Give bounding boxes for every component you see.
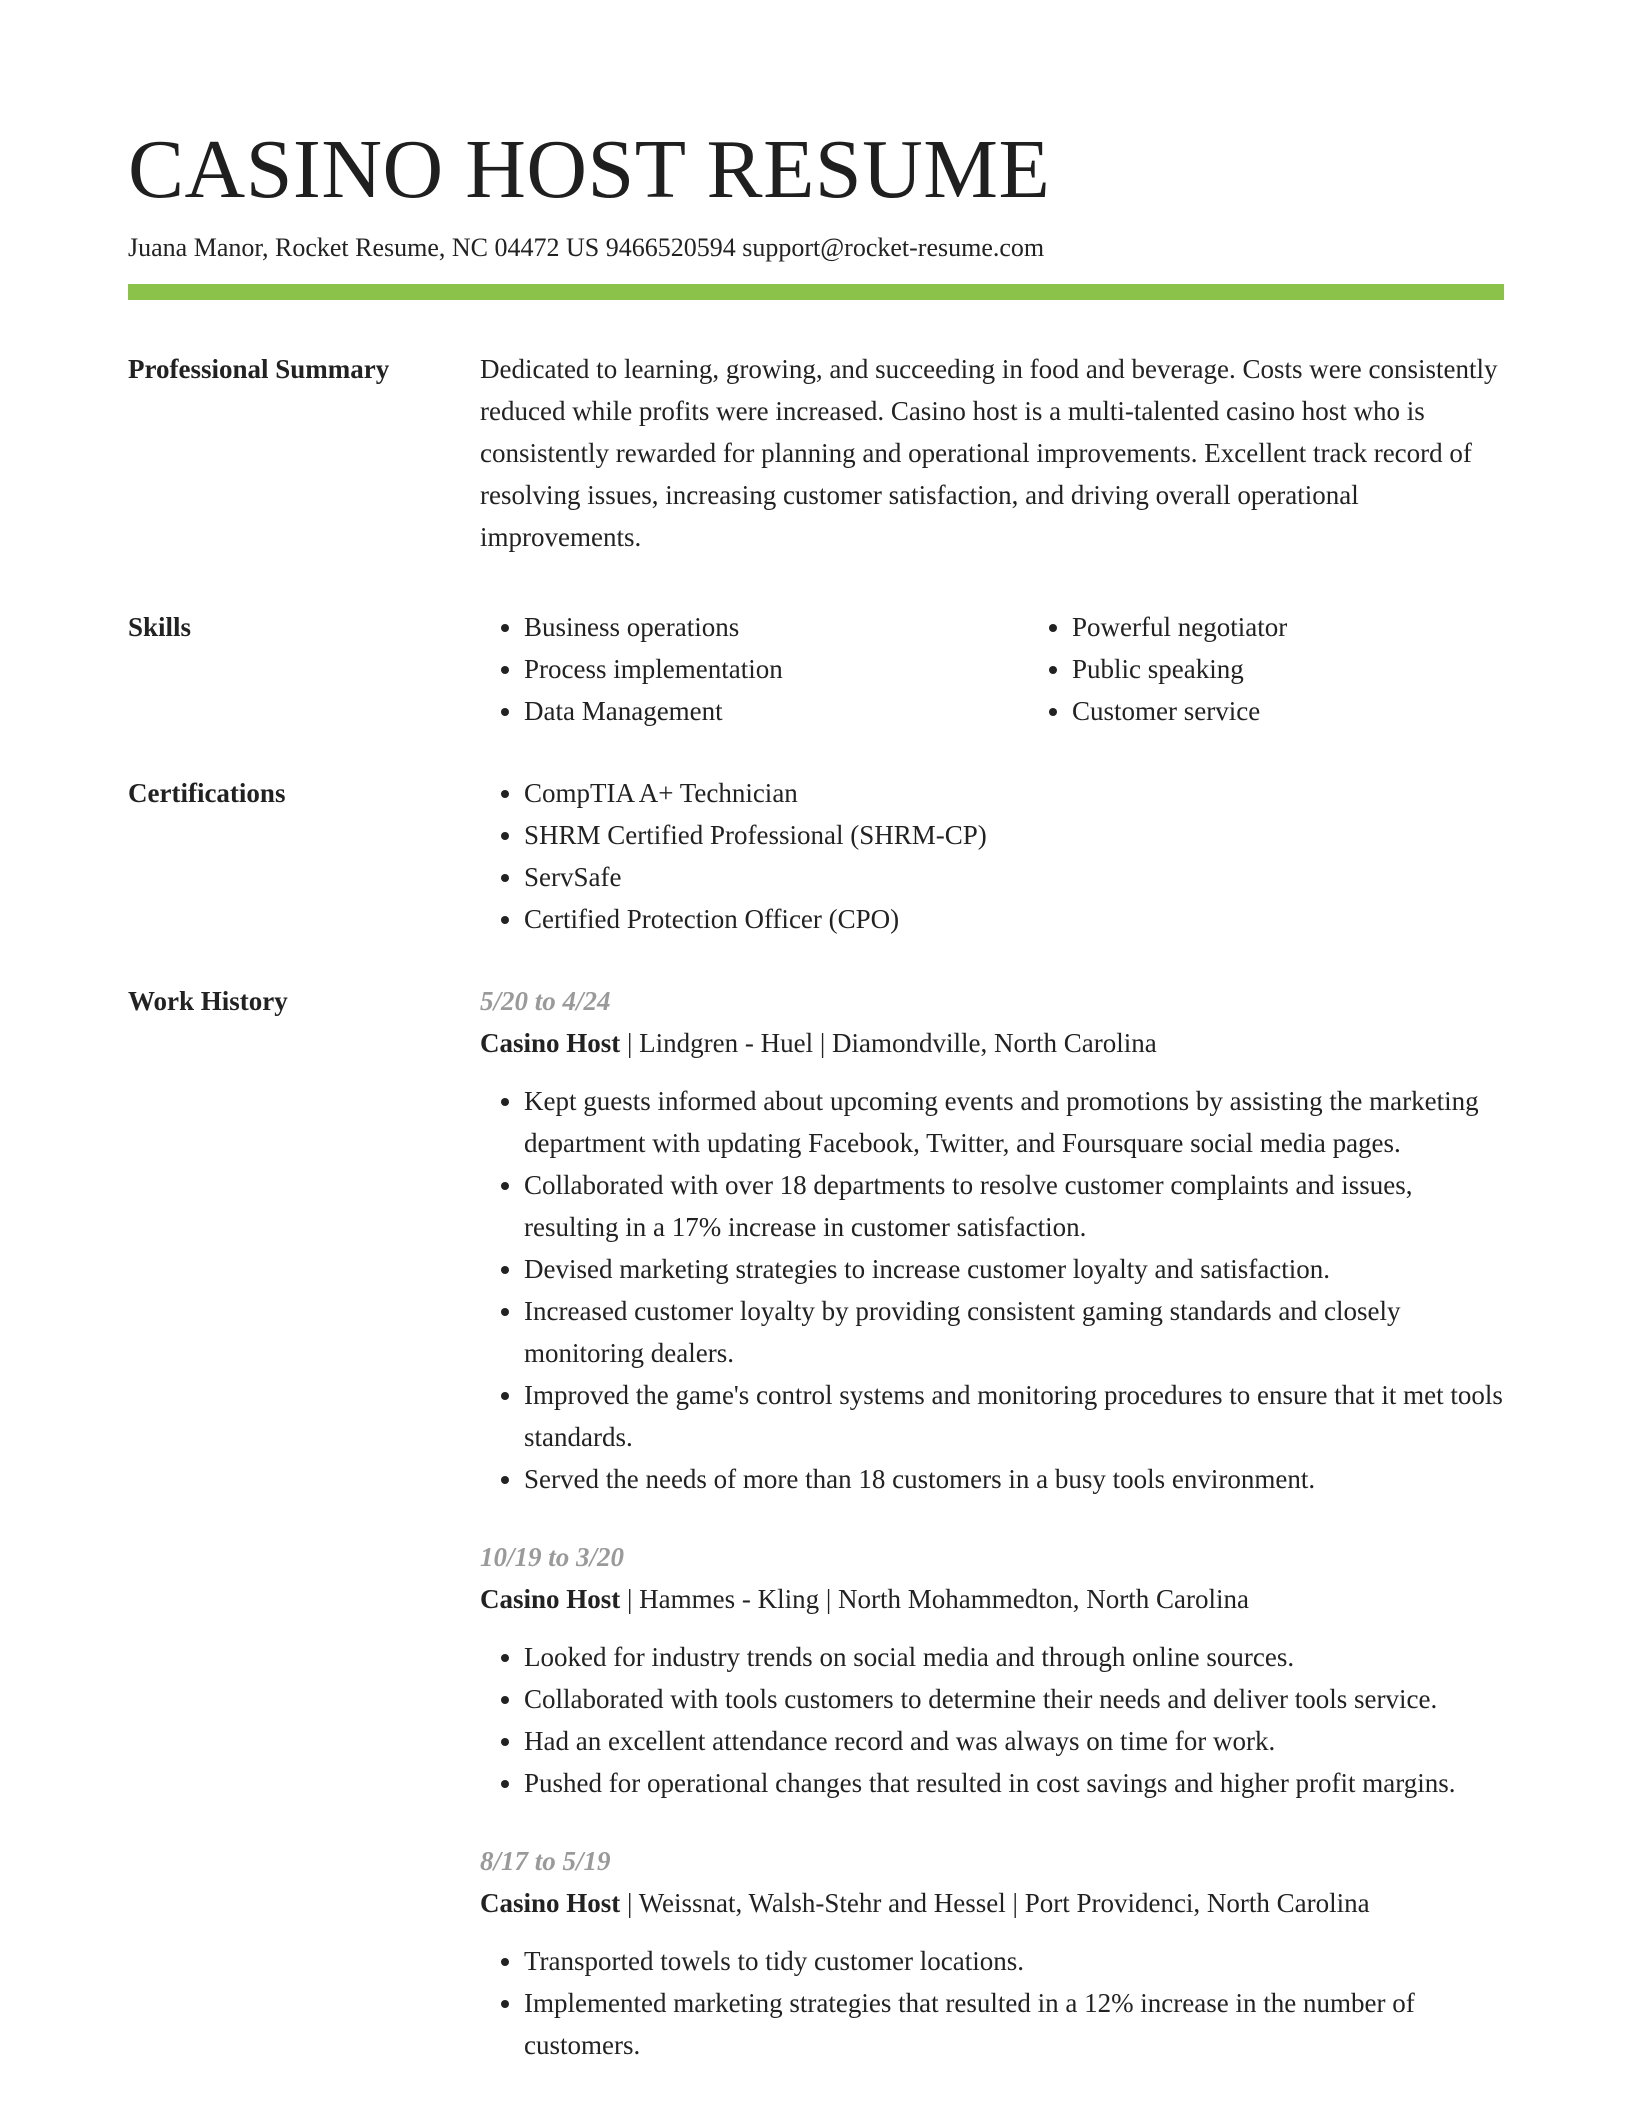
skills-list-left: [480, 606, 1028, 732]
skills-body: [480, 606, 1576, 732]
accent-divider: [128, 284, 1504, 300]
job-bullets: [480, 1940, 1504, 2066]
job-header: [480, 1882, 1504, 1924]
work-history-section: [128, 980, 1504, 2066]
job-bullet: • Transported towels to tidy customer locations.: [524, 1940, 1504, 1982]
section-label-work-history: Work History: [128, 986, 288, 1016]
job-role: Casino Host: [480, 1888, 621, 1918]
job-bullet: • Looked for industry trends on social media and through online sources.: [524, 1636, 1504, 1678]
skill-item: • Customer service: [1072, 690, 1576, 732]
section-label-summary: Professional Summary: [128, 354, 390, 384]
skills-columns: [480, 606, 1576, 732]
job-dates: 8/17 to 5/19: [480, 1846, 611, 1876]
certification-item: • SHRM Certified Professional (SHRM-CP): [524, 814, 1504, 856]
job-bullet: • Collaborated with over 18 departments to resolve customer complaints and issues, resulting in a 17% increase in customer satisfaction.: [524, 1164, 1504, 1248]
job-bullet: • Pushed for operational changes that resulted in cost savings and higher profit margins.: [524, 1762, 1504, 1804]
certifications-section: [128, 772, 1504, 940]
certification-item: • Certified Protection Officer (CPO): [524, 898, 1504, 940]
job-role: Casino Host: [480, 1028, 621, 1058]
job-details: | Lindgren - Huel | Diamondville, North Carolina: [620, 1028, 1157, 1058]
job-bullets: [480, 1636, 1504, 1804]
certifications-body: [480, 772, 1504, 940]
skill-item: • Public speaking: [1072, 648, 1576, 690]
job-role: Casino Host: [480, 1584, 621, 1614]
job-details: | Weissnat, Walsh-Stehr and Hessel | Port Providenci, North Carolina: [620, 1888, 1370, 1918]
job-dates: 5/20 to 4/24: [480, 986, 611, 1016]
certifications-list: [480, 772, 1504, 940]
section-label-certifications: Certifications: [128, 778, 286, 808]
job-bullet: • Kept guests informed about upcoming events and promotions by assisting the marketing department with updating Facebook, Twitter, and Foursquare social media pages.: [524, 1080, 1504, 1164]
job-entry: [480, 980, 1504, 1500]
job-details: | Hammes - Kling | North Mohammedton, North Carolina: [620, 1584, 1249, 1614]
skill-item: • Business operations: [524, 606, 1028, 648]
job-bullet: • Increased customer loyalty by providing consistent gaming standards and closely monitoring dealers.: [524, 1290, 1504, 1374]
job-bullet: • Improved the game's control systems and monitoring procedures to ensure that it met tools standards.: [524, 1374, 1504, 1458]
job-bullet: • Had an excellent attendance record and was always on time for work.: [524, 1720, 1504, 1762]
skills-section: [128, 606, 1504, 732]
resume-page: [128, 120, 1504, 2066]
job-entry: [480, 1840, 1504, 2066]
job-bullet: • Collaborated with tools customers to determine their needs and deliver tools service.: [524, 1678, 1504, 1720]
job-bullet: • Devised marketing strategies to increase customer loyalty and satisfaction.: [524, 1248, 1504, 1290]
work-history-body: [480, 980, 1504, 2066]
section-label-skills: Skills: [128, 612, 192, 642]
certification-item: • ServSafe: [524, 856, 1504, 898]
job-dates: 10/19 to 3/20: [480, 1542, 625, 1572]
certification-item: • CompTIA A+ Technician: [524, 772, 1504, 814]
skill-item: • Data Management: [524, 690, 1028, 732]
job-header: [480, 1578, 1504, 1620]
contact-line: Juana Manor, Rocket Resume, NC 04472 US 9466520594 support@rocket-resume.com: [128, 233, 1045, 262]
job-entry: [480, 1536, 1504, 1804]
summary-text: Dedicated to learning, growing, and succeeding in food and beverage. Costs were consistently reduced while profits were increased. Casino host is a multi-talented casino host who is consistently rewarded for planning and operational improvements. Excellent track record of resolving issues, increasing customer satisfaction, and driving overall operational improvements.: [480, 354, 1498, 552]
job-bullet: • Implemented marketing strategies that resulted in a 12% increase in the number of customers.: [524, 1982, 1504, 2066]
skill-item: • Process implementation: [524, 648, 1028, 690]
professional-summary-section: [128, 348, 1504, 558]
resume-title: CASINO HOST RESUME: [128, 123, 1051, 216]
skills-list-right: [1028, 606, 1576, 732]
skill-item: • Powerful negotiator: [1072, 606, 1576, 648]
job-header: [480, 1022, 1504, 1064]
summary-body: [480, 348, 1504, 558]
job-bullet: • Served the needs of more than 18 customers in a busy tools environment.: [524, 1458, 1504, 1500]
job-bullets: [480, 1080, 1504, 1500]
